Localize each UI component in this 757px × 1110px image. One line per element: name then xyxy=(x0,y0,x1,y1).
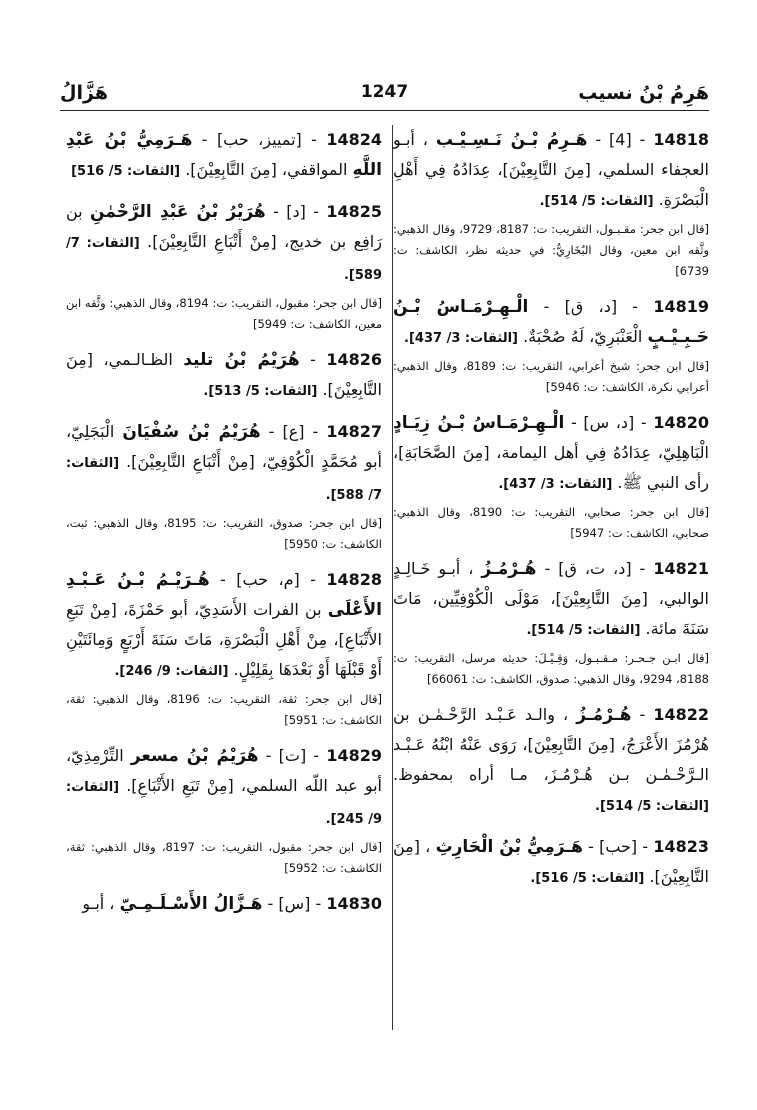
entry-codes: - [د، س] - xyxy=(570,413,647,432)
entry-codes: - [م، حب] - xyxy=(220,570,316,589)
entry-name: هَـرَمِيُّ بْنُ الْحَارِثِ xyxy=(435,837,583,857)
entry-footnote: [قال ابن جحر: صدوق، التقريب: ت: 8195، وقال الذهبي: ثبت، الكاشف: ت: 5950] xyxy=(66,516,382,551)
entry-name: هَـرَمِيُّ بْنُ عَبْدِ اللَّهِ xyxy=(66,130,382,180)
entry-text xyxy=(393,832,709,894)
entry-number: 14825 xyxy=(326,202,383,221)
entry xyxy=(66,565,382,731)
running-title-right: هَرِمُ بْنُ نسيب xyxy=(578,82,709,104)
thiqat-reference: [الثقات: 5/ 513]. xyxy=(203,384,318,399)
entry-codes: - [4] - xyxy=(595,130,646,149)
thiqat-reference: [الثقات: 9/ 246]. xyxy=(114,664,229,679)
entry-footnote: [قال ابن جحر: صحابي، التقريب: ت: 8190، وقال الذهبي: صحابي، الكاشف: ت: 5947] xyxy=(393,505,709,540)
entry-number: 14819 xyxy=(653,297,709,316)
entry-number: 14829 xyxy=(326,746,382,765)
entry-codes: - [د، ق] - xyxy=(543,297,639,316)
entry xyxy=(66,889,382,919)
entry-text xyxy=(66,125,382,187)
running-title-left: هَزَّالُ xyxy=(60,82,108,104)
entry-body: الظـالـمي، [مِنَ التَّابِعِيْنَ]. xyxy=(66,350,382,399)
entry xyxy=(66,741,382,879)
entry-body: ، أبـو العجفاء السلمي، [مِنَ التَّابِعِيْنَ]، عِدَادُهُ فِي أَهْلِ الْبَصْرَةِ. xyxy=(393,130,709,209)
entry-name: هُرَيْمُ بْنُ تليد xyxy=(183,350,300,370)
entry-footnote: [قال ابن جحر: مقـبـول، التقريب: ت: 8187، 9729، وقال الذهبي: وثَّقه ابن معين، وقال البُخَارِيُّ: في حديثه نظر، الكاشف: ت: 6739] xyxy=(393,222,709,278)
entry-codes: - [د] - xyxy=(273,202,319,221)
entry-text xyxy=(66,889,382,919)
entry-text xyxy=(66,417,382,511)
thiqat-reference: [الثقات: 3/ 437]. xyxy=(404,331,518,346)
entry xyxy=(66,197,382,335)
entry-codes: - [حب] - xyxy=(588,837,649,856)
right-column xyxy=(393,125,709,904)
entry xyxy=(393,554,709,690)
entry-number: 14826 xyxy=(326,350,382,369)
entry-text xyxy=(66,565,382,687)
entry-body: ، أبـو xyxy=(82,894,115,913)
entry-name: هُـرَيْـمُ بْـنُ عَـبْـدِ الأَعْلَى xyxy=(66,570,382,620)
entry-text xyxy=(393,408,709,500)
entry-text xyxy=(393,292,709,354)
entry-codes: - [د، ت، ق] - xyxy=(544,559,646,578)
entry-number: 14830 xyxy=(326,894,382,913)
entry-codes: - [تمييز، حب] - xyxy=(201,130,317,149)
entry-codes: - [ع] - xyxy=(268,422,319,441)
thiqat-reference: [الثقات: 5/ 516]. xyxy=(530,871,645,886)
entry-name: هُرَيْرُ بْنُ عَبْدِ الرَّحْمٰنِ xyxy=(90,202,266,222)
entry-body: الْبَجَلِيّ، أبو مُحَمَّدٍ الْكُوْفِيّ، [مِنْ أَتْبَاعِ التَّابِعِيْنَ]. xyxy=(66,422,382,471)
entry-codes: - [س] - xyxy=(267,894,322,913)
entry-number: 14828 xyxy=(326,570,383,589)
entry-body: ، أبـو خَـالِـدٍ الوالبي، [مِنَ التَّابِعِيْنَ]، مَوْلَى الْكُوْفِيِّين، مَاتَ سَنَةَ مائة. xyxy=(393,559,709,638)
entry-body: الْبَاهِلِيّ، عِدَادُهُ فِي أهل اليمامة، [مِنَ الصَّحَابَةِ]، رأى النبي ﷺ. xyxy=(393,443,709,492)
thiqat-reference: [الثقات: 5/ 514]. xyxy=(539,194,654,209)
entry-text xyxy=(393,554,709,646)
entry-codes: - xyxy=(639,705,646,724)
entry-number: 14820 xyxy=(653,413,710,432)
header-rule xyxy=(60,110,709,111)
entry-number: 14824 xyxy=(326,130,382,149)
entry xyxy=(66,345,382,407)
entry-body: ، والـد عَـبْـد الرَّحْـمٰـن بن هُرْمُزَ الأَعْرَجُ، [مِنَ التَّابِعِيْنَ]، رَوَى عَنْهُ ابْنُهُ عَـبْـد الـرَّحْـمٰـن بـن هُـرْمُـزَ، مـا أراه بمحفوظ. xyxy=(393,705,709,784)
entry-name: هُـرْمُـزُ xyxy=(576,705,632,725)
page-number: 1247 xyxy=(360,82,409,102)
entry-footnote: [قال ابـن جـحـر: مـقـبـول، وَقِـيْـلَ: حديثه مرسل، التقريب: ت: 8188، 9294، وقال الذهبي: صدوق، الكاشف: ت: 66061] xyxy=(393,651,709,686)
entry-number: 14823 xyxy=(653,837,709,856)
entry-text xyxy=(66,197,382,291)
entry-number: 14821 xyxy=(653,559,709,578)
entry xyxy=(393,292,709,398)
thiqat-reference: [الثقات: 5/ 514]. xyxy=(526,623,641,638)
entry-footnote: [قال ابن جحر: مقبول، التقريب: ت: 8194، وقال الذهبي: وثَّقه ابن معين، الكاشف: ت: 5949] xyxy=(66,296,382,331)
entry-body: التِّرْمِذِيّ، أبو عبد اللّه السلمي، [مِنْ تَبَعِ الأَتْبَاعِ]. xyxy=(66,746,382,795)
entry-name: هَـزَّالُ الأَسْـلَـمِـيّ xyxy=(119,894,263,914)
entry xyxy=(393,125,709,282)
entry-name: هُرَيْمُ بْنُ سُفْيَانَ xyxy=(122,422,261,442)
entry-footnote: [قال ابن جحر: شيخ أعرابي، التقريب: ت: 8189، وقال الذهبي: أعرابي نكرة، الكاشف: ت: 5946] xyxy=(393,359,709,394)
entry xyxy=(393,832,709,894)
entry xyxy=(66,417,382,555)
entry-text xyxy=(393,125,709,217)
thiqat-reference: [الثقات: 7/ 588]. xyxy=(66,456,382,503)
entry-footnote: [قال ابن جحر: ثقة، التقريب: ت: 8196، وقال الذهبي: ثقة، الكاشف: ت: 5951] xyxy=(66,692,382,727)
entry-text xyxy=(393,700,709,822)
entry-number: 14822 xyxy=(653,705,709,724)
entry xyxy=(393,700,709,822)
thiqat-reference: [الثقات: 9/ 245]. xyxy=(66,780,382,827)
entry-body: الْعَنْبَرِيّ، لَهُ صُحْبَةٌ. xyxy=(523,327,643,346)
page-header xyxy=(60,80,709,114)
entry-text xyxy=(66,345,382,407)
entry-codes: - [ت] - xyxy=(265,746,320,765)
entry-name: هَـرِمُ بْـنُ نَـسِـيْـب xyxy=(435,130,588,150)
thiqat-reference: [الثقات: 5/ 514]. xyxy=(595,799,709,814)
entry-body: المواقفي، [مِنَ التَّابِعِيْنَ]. xyxy=(185,160,348,179)
entry-number: 14818 xyxy=(653,130,709,149)
thiqat-reference: [الثقات: 5/ 516] xyxy=(71,164,181,179)
entry-codes: - xyxy=(310,350,316,369)
entry-body: بن الفرات الأَسَدِيّ، أبو حَمْزَةَ، [مِنْ تَبَعِ الأَتْبَاعِ]، مِنْ أَهْلِ الْبَصْرَةِ، مَاتَ سَنَةَ أَرْبَعٍ وَمِائَتَيْنِ أَوْ قَبْلَهَا أَوْ بَعْدَهَا بِقَلِيْلٍ. xyxy=(66,600,382,679)
entry-name: هُرَيْمُ بْنُ مسعر xyxy=(130,746,259,766)
entry-name: هُـرْمُـزُ xyxy=(481,559,537,579)
thiqat-reference: [الثقات: 7/ 589]. xyxy=(66,236,382,283)
entry-body: بن رَافِع بن خديج، [مِنْ أَتْبَاعِ التَّابِعِيْنَ]. xyxy=(66,202,382,251)
entry-body: ، [مِنَ التَّابِعِيْنَ]. xyxy=(393,837,709,886)
entry-footnote: [قال ابن جحر: مقبول، التقريب: ت: 8197، وقال الذهبي: ثقة، الكاشف: ت: 5952] xyxy=(66,840,382,875)
entry-name: الْـهِـرْمَـاسُ بْـنُ حَـبِـيْـبٍ xyxy=(393,297,709,347)
thiqat-reference: [الثقات: 3/ 437]. xyxy=(498,477,613,492)
entry-number: 14827 xyxy=(326,422,383,441)
entry xyxy=(66,125,382,187)
entry xyxy=(393,408,709,544)
entry-name: الْـهِـرْمَـاسُ بْـنُ زِيَـادٍ xyxy=(393,413,565,433)
left-column xyxy=(66,125,382,929)
entry-text xyxy=(66,741,382,835)
